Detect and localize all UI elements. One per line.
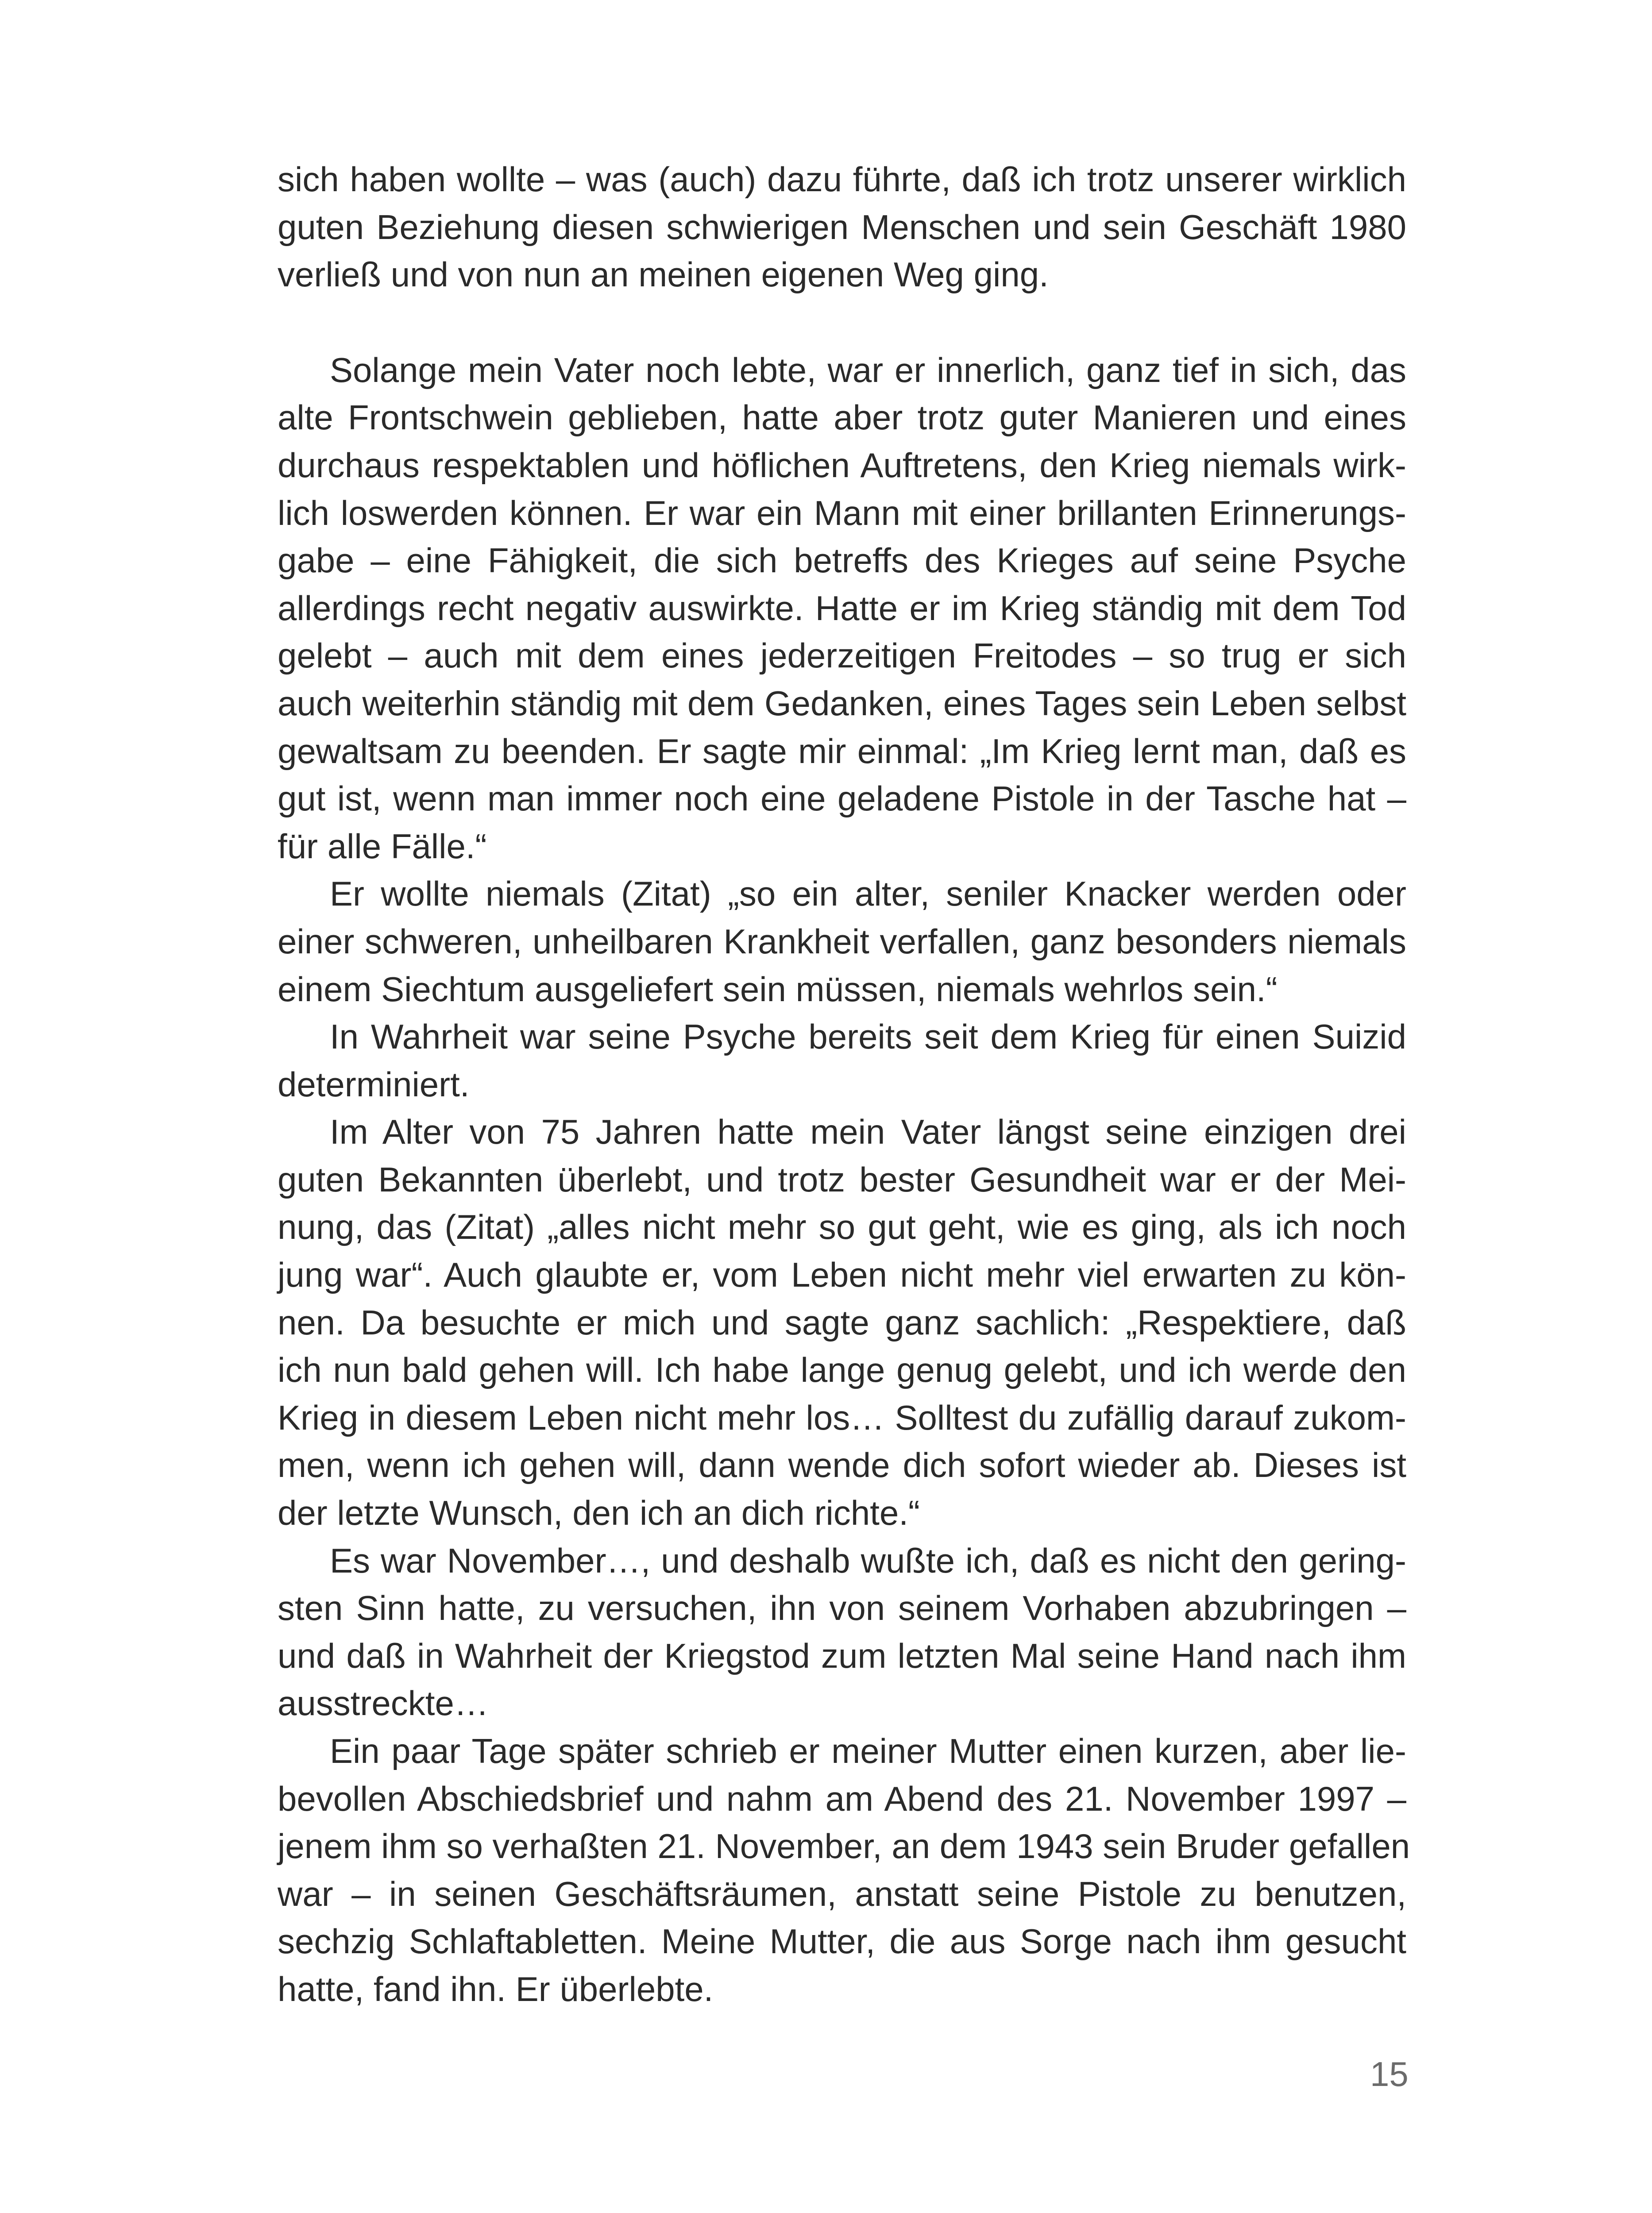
- text-line: jung war“. Auch glaubte er, vom Leben nicht mehr viel erwarten zu kön-: [278, 1255, 1406, 1295]
- text-line: sich haben wollte – was (auch) dazu führte, daß ich trotz unserer wirklich: [278, 160, 1406, 199]
- text-line: einer schweren, unheilbaren Krankheit verfallen, ganz besonders niemals: [278, 921, 1406, 961]
- text-line: der letzte Wunsch, den ich an dich richte.“: [278, 1493, 920, 1533]
- text-line: Er wollte niemals (Zitat) „so ein alter, seniler Knacker werden oder: [330, 874, 1406, 914]
- text-line: Krieg in diesem Leben nicht mehr los… Solltest du zufällig darauf zukom-: [278, 1398, 1406, 1437]
- text-line: Im Alter von 75 Jahren hatte mein Vater längst seine einzigen drei: [330, 1112, 1406, 1152]
- text-line: Ein paar Tage später schrieb er meiner Mutter einen kurzen, aber lie-: [330, 1731, 1406, 1770]
- text-line: Es war November…, und deshalb wußte ich, daß es nicht den gering-: [330, 1541, 1406, 1580]
- paragraph: [278, 1537, 1406, 1727]
- paragraph: [278, 1727, 1410, 2013]
- text-line: ich nun bald gehen will. Ich habe lange genug gelebt, und ich werde den: [278, 1350, 1406, 1390]
- text-line: nung, das (Zitat) „alles nicht mehr so gut geht, wie es ging, als ich noch: [278, 1207, 1406, 1247]
- text-line: einem Siechtum ausgeliefert sein müssen, niemals wehrlos sein.“: [278, 969, 1278, 1009]
- body-text: [278, 156, 1410, 2013]
- text-line: lich loswerden können. Er war ein Mann mit einer brillanten Erinnerungs-: [278, 493, 1406, 532]
- text-line: und daß in Wahrheit der Kriegstod zum letzten Mal seine Hand nach ihm: [278, 1636, 1406, 1675]
- text-line: gelebt – auch mit dem eines jederzeitigen Freitodes – so trug er sich: [278, 636, 1406, 675]
- text-line: verließ und von nun an meinen eigenen Weg ging.: [278, 255, 1049, 294]
- text-line: jenem ihm so verhaßten 21. November, an dem 1943 sein Bruder gefallen: [278, 1827, 1410, 1866]
- paragraph: [278, 156, 1406, 299]
- text-line: bevollen Abschiedsbrief und nahm am Abend des 21. November 1997 –: [278, 1779, 1406, 1818]
- text-line: Solange mein Vater noch lebte, war er innerlich, ganz tief in sich, das: [330, 350, 1406, 389]
- text-line: In Wahrheit war seine Psyche bereits seit dem Krieg für einen Suizid: [330, 1017, 1406, 1056]
- text-line: ausstreckte…: [278, 1684, 489, 1723]
- page-number: 15: [1370, 2055, 1409, 2093]
- text-line: sten Sinn hatte, zu versuchen, ihn von seinem Vorhaben abzubringen –: [278, 1588, 1406, 1628]
- text-line: determiniert.: [278, 1064, 470, 1104]
- text-line: hatte, fand ihn. Er überlebte.: [278, 1969, 714, 2009]
- text-line: allerdings recht negativ auswirkte. Hatte er im Krieg ständig mit dem Tod: [278, 588, 1406, 628]
- text-line: war – in seinen Geschäftsräumen, anstatt seine Pistole zu benutzen,: [278, 1874, 1406, 1913]
- text-line: men, wenn ich gehen will, dann wende dich sofort wieder ab. Dieses ist: [278, 1446, 1406, 1485]
- text-line: gabe – eine Fähigkeit, die sich betreffs des Krieges auf seine Psyche: [278, 541, 1406, 580]
- text-line: gewaltsam zu beenden. Er sagte mir einmal: „Im Krieg lernt man, daß es: [278, 731, 1406, 771]
- paragraph-gap: [278, 299, 1406, 347]
- text-line: auch weiterhin ständig mit dem Gedanken, eines Tages sein Leben selbst: [278, 683, 1406, 723]
- text-line: nen. Da besuchte er mich und sagte ganz sachlich: „Respektiere, daß: [278, 1303, 1406, 1342]
- text-line: für alle Fälle.“: [278, 826, 487, 866]
- text-line: guten Beziehung diesen schwierigen Menschen und sein Geschäft 1980: [278, 207, 1406, 247]
- paragraph: [278, 347, 1406, 871]
- paragraph: [278, 1013, 1406, 1108]
- paragraph: [278, 1108, 1406, 1537]
- text-line: sechzig Schlaftabletten. Meine Mutter, die aus Sorge nach ihm gesucht: [278, 1922, 1406, 1961]
- text-line: alte Frontschwein geblieben, hatte aber trotz guter Manieren und eines: [278, 398, 1406, 437]
- text-line: durchaus respektablen und höflichen Auftretens, den Krieg niemals wirk-: [278, 445, 1406, 485]
- paragraph: [278, 870, 1406, 1013]
- text-line: guten Bekannten überlebt, und trotz bester Gesundheit war er der Mei-: [278, 1160, 1406, 1199]
- text-line: gut ist, wenn man immer noch eine geladene Pistole in der Tasche hat –: [278, 779, 1406, 818]
